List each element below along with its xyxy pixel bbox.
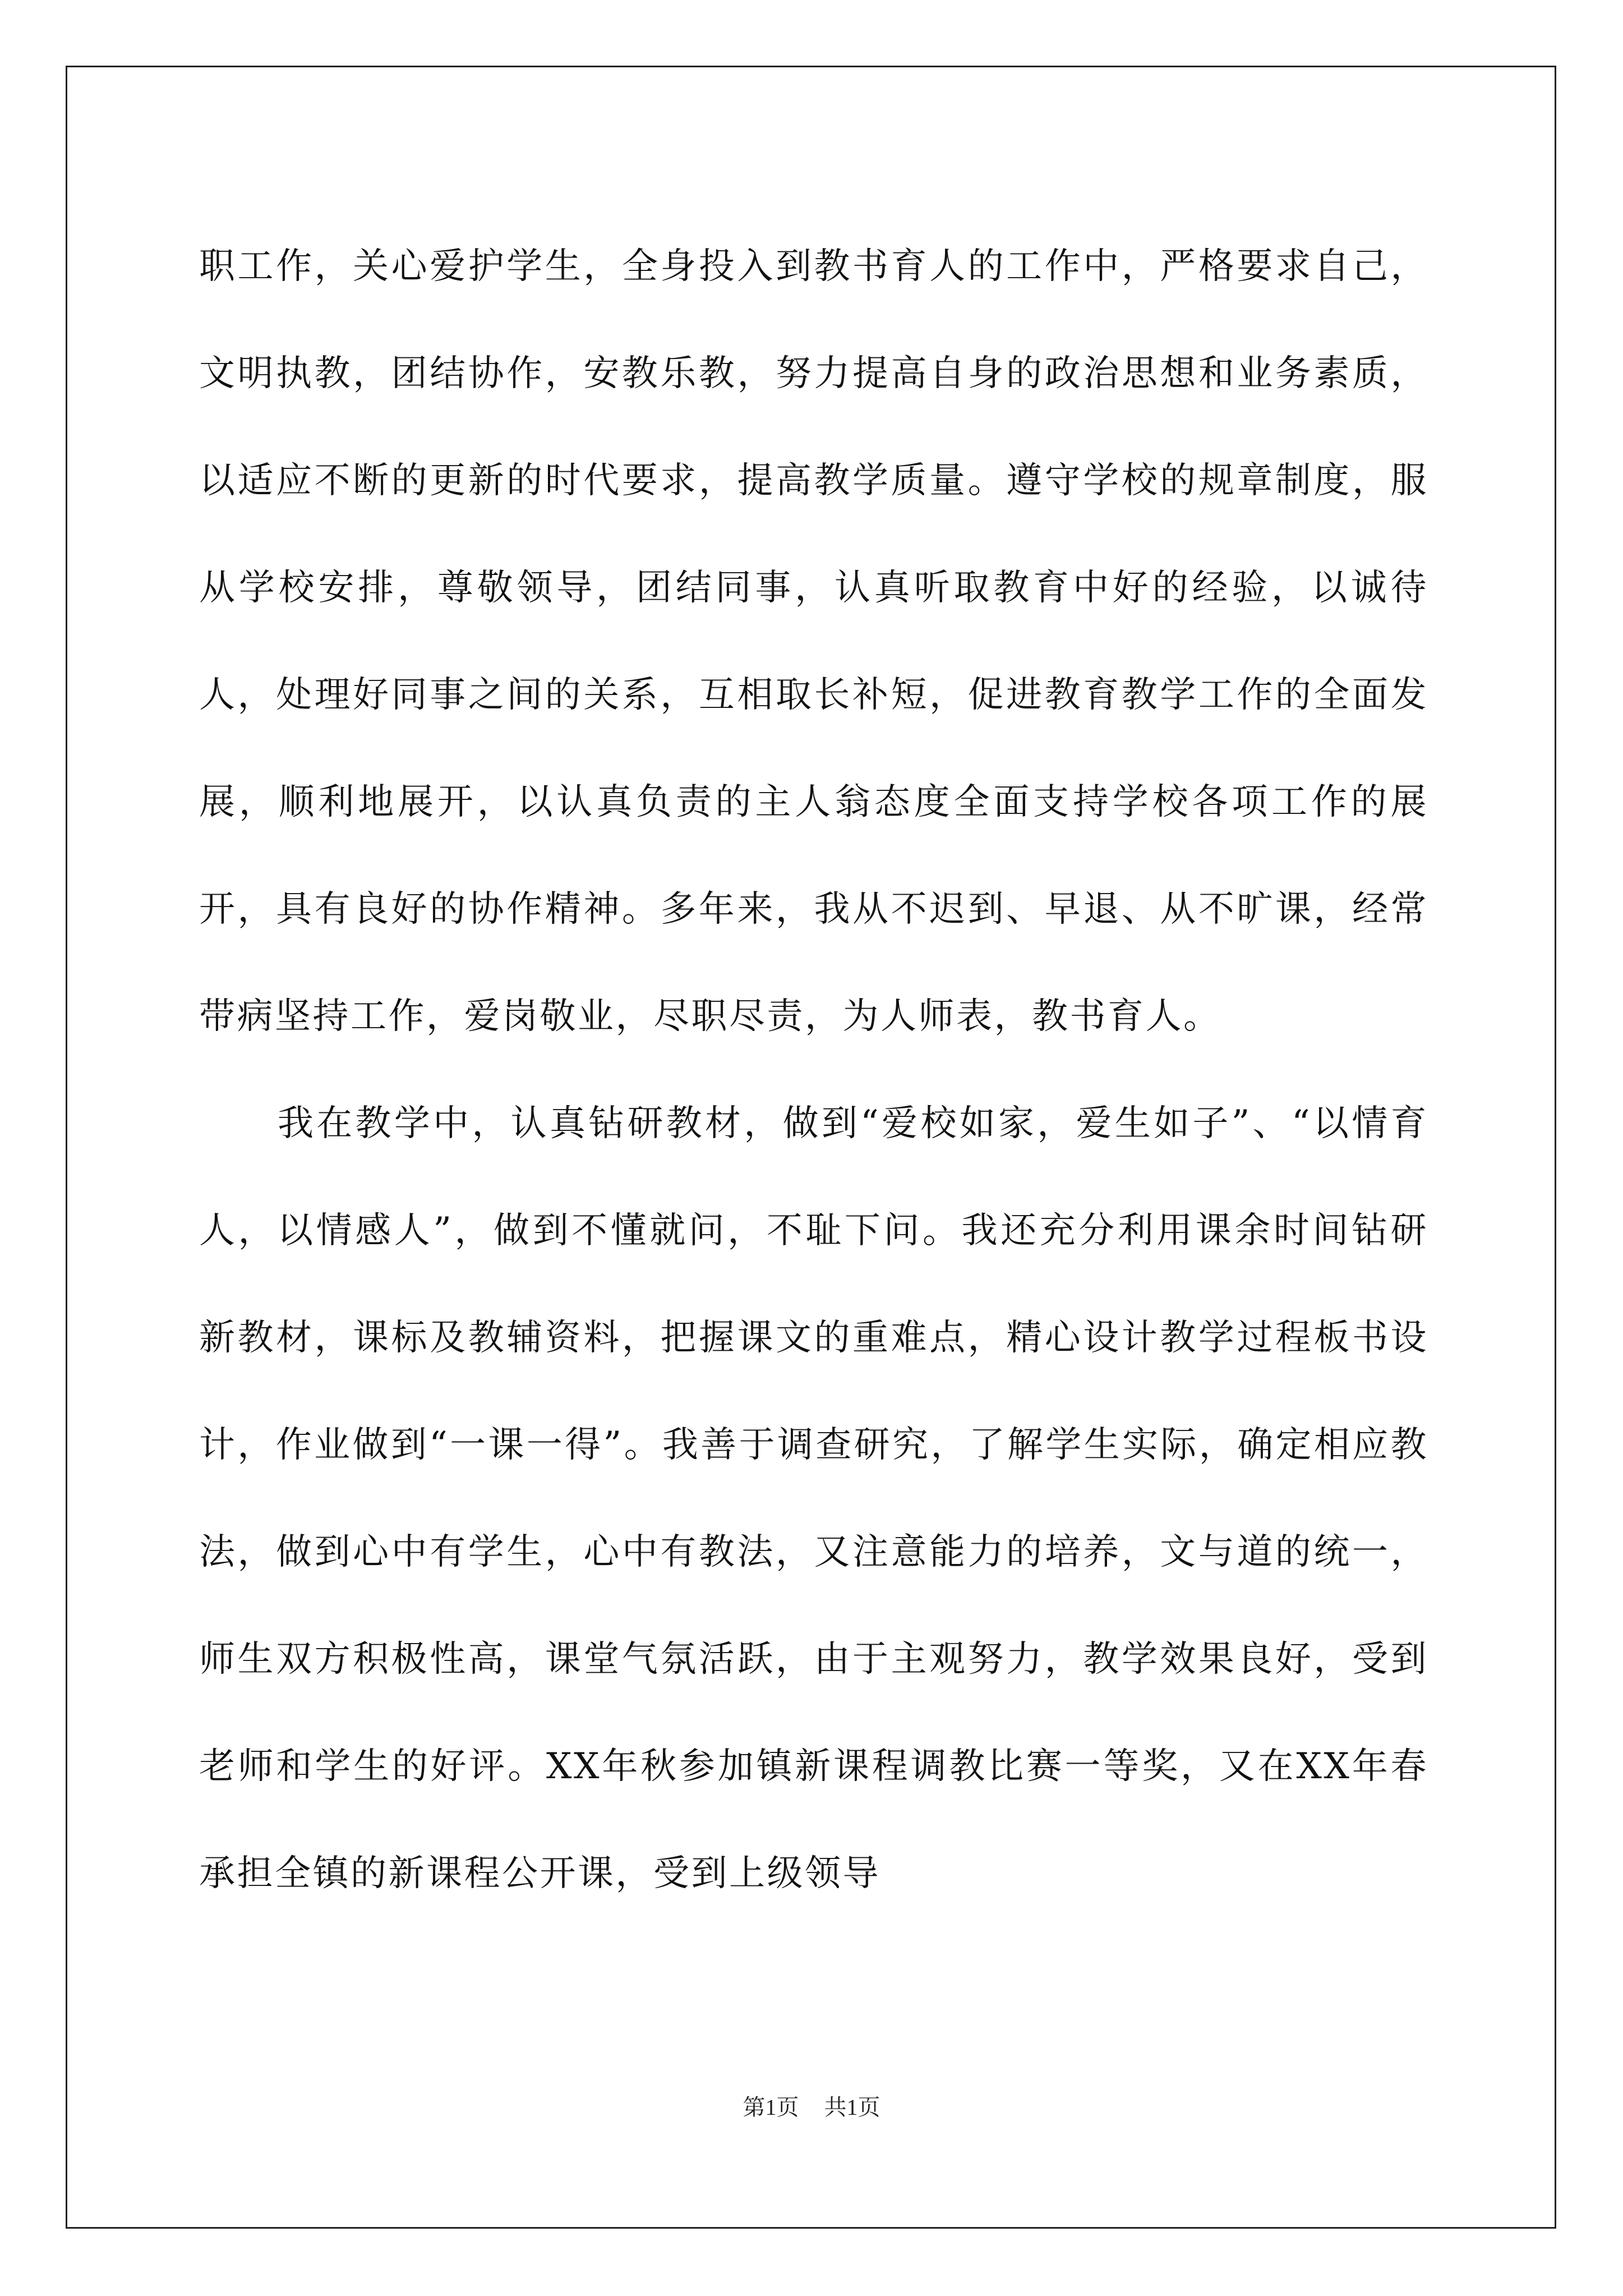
- page-footer: [0, 2090, 1623, 2122]
- page-number: 第1页: [743, 2095, 799, 2120]
- document-body: [199, 213, 1428, 1927]
- paragraph-2: 我在教学中，认真钻研教材，做到“爱校如家，爱生如子”、“以情育人，以情感人”，做到不懂就问，不耻下问。我还充分利用课余时间钻研新教材，课标及教辅资料，把握课文的重难点，精心设计教学过程板书设计，作业做到“一课一得”。我善于调查研究，了解学生实际，确定相应教法，做到心中有学生，心中有教法，又注意能力的培养，文与道的统一，师生双方积极性高，课堂气氛活跃，由于主观努力，教学效果良好，受到老师和学生的好评。XX年秋参加镇新课程调教比赛一等奖，又在XX年春承担全镇的新课程公开课，受到上级领导: [199, 1103, 1428, 1894]
- page-total: 共1页: [824, 2095, 880, 2120]
- paragraph-1: 职工作，关心爱护学生，全身投入到教书育人的工作中，严格要求自己，文明执教，团结协作，安教乐教，努力提高自身的政治思想和业务素质，以适应不断的更新的时代要求，提高教学质量。遵守学校的规章制度，服从学校安排，尊敬领导，团结同事，认真听取教育中好的经验，以诚待人，处理好同事之间的关系，互相取长补短，促进教育教学工作的全面发展，顺利地展开，以认真负责的主人翁态度全面支持学校各项工作的展开，具有良好的协作精神。多年来，我从不迟到、早退、从不旷课，经常带病坚持工作，爱岗敬业，尽职尽责，为人师表，教书育人。: [199, 246, 1428, 1037]
